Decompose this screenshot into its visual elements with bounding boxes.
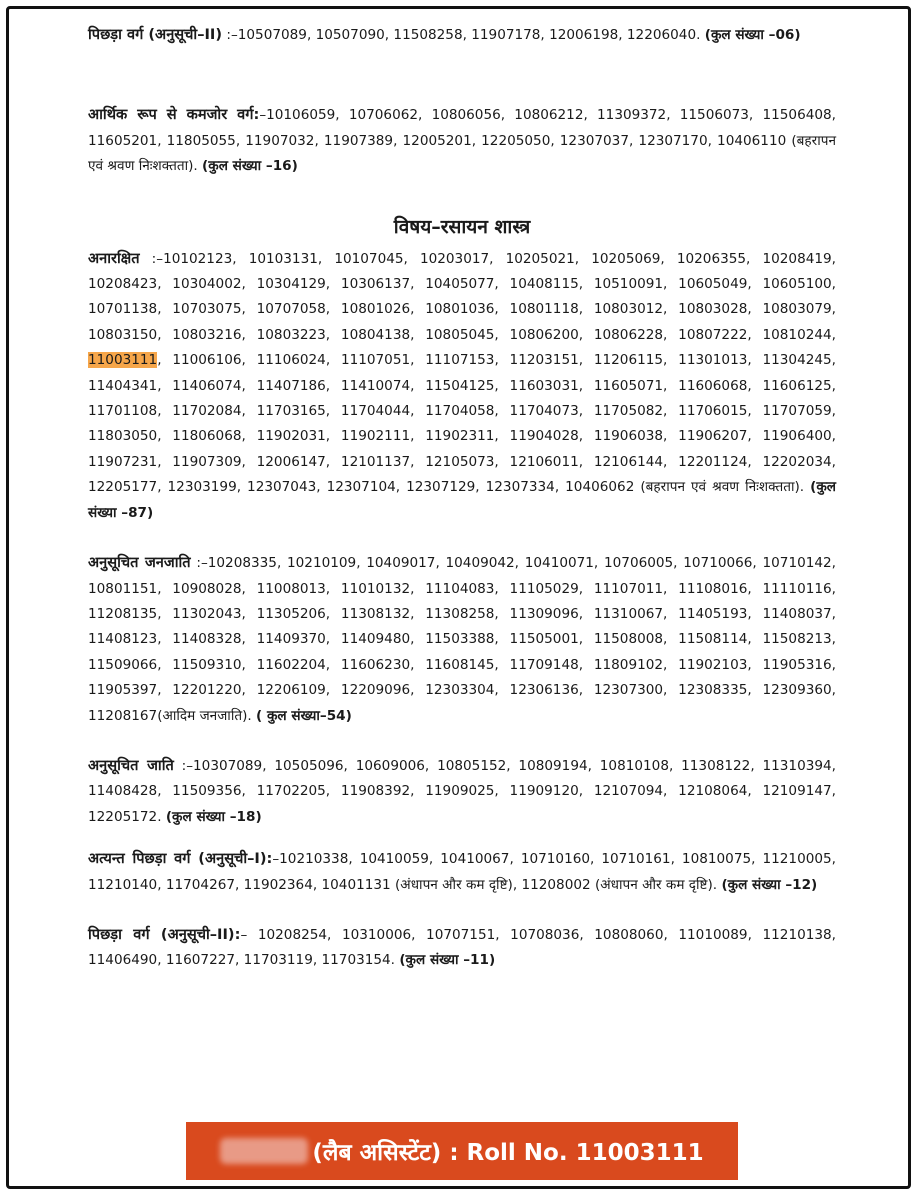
separator: – xyxy=(259,107,267,124)
category-heading: पिछड़ा वर्ग (अनुसूची–II) xyxy=(88,26,223,43)
category-heading: पिछड़ा वर्ग (अनुसूची–II): xyxy=(88,925,241,943)
category-backward-class-2 xyxy=(88,922,836,974)
roll-numbers: 10507089, 10507090, 11508258, 11907178, 12006198, 12206040. xyxy=(237,27,701,43)
roll-numbers: 10210338, 10410059, 10410067, 10710160, 10710161, 10810075, 11210005, 11210140, 11704267, 11902364, 10401131 (अंधापन और कम दृष्टि), 11208002 (अंधापन और कम दृष्टि). xyxy=(88,851,836,893)
category-total: (कुल संख्या –87) xyxy=(88,479,836,521)
subject-heading: विषय–रसायन शास्त्र xyxy=(393,215,531,238)
roll-numbers: , 11006106, 11106024, 11107051, 11107153, 11203151, 11206115, 11301013, 11304245, 11404341, 11406074, 11407186, 11410074, 11504125, 11603031, 11605071, 11606068, 11606125, 11701108, 11702084, 11703165, 11704044, 11704058, 11704073, 11705082, 11706015, 11707059, 11803050, 11806068, 11902031, 11902111, 11902311, 11904028, 11906038, 11906207, 11906400, 11907231, 11907309, 12006147, 12101137, 12105073, 12106011, 12106144, 12201124, 12202034, 12205177, 12303199, 12307043, 12307104, 12307129, 12307334, 10406062 (बहरापन एवं श्रवण निःशक्तता). xyxy=(88,352,836,496)
category-heading: अनारक्षित xyxy=(88,249,140,267)
category-extremely-backward-class xyxy=(88,846,836,898)
roll-number-banner xyxy=(186,1122,738,1180)
highlighted-roll-number: 11003111 xyxy=(88,352,158,369)
roll-numbers: 10307089, 10505096, 10609006, 10805152, 10809194, 10810108, 11308122, 11310394, 11408428, 11509356, 11702205, 11908392, 11909025, 11909120, 12107094, 12108064, 12109147, 12205172. xyxy=(88,757,836,825)
category-heading: आर्थिक रूप से कमजोर वर्ग: xyxy=(88,106,260,124)
category-total: ( कुल संख्या–54) xyxy=(256,707,352,724)
separator: – xyxy=(240,926,258,943)
category-scheduled-tribe xyxy=(88,550,836,729)
category-scheduled-caste xyxy=(88,753,836,830)
roll-numbers: 10102123, 10103131, 10107045, 10203017, 10205021, 10205069, 10206355, 10208419, 10208423, 10304002, 10304129, 10306137, 10405077, 10408115, 10510091, 10605049, 10605100, 10701138, 10703075, 10707058, 10801026, 10801036, 10801118, 10803012, 10803028, 10803079, 10803150, 10803216, 10803223, 10804138, 10805045, 10806200, 10806228, 10807222, 10810244, xyxy=(88,250,836,343)
category-backward-class-2-top xyxy=(88,22,836,48)
roll-numbers: 10208254, 10310006, 10707151, 10708036, 10808060, 11010089, 11210138, 11406490, 11607227, 11703119, 11703154. xyxy=(88,926,837,969)
category-heading: अत्यन्त पिछड़ा वर्ग (अनुसूची–I): xyxy=(88,850,273,868)
category-total: (कुल संख्या –12) xyxy=(721,876,818,893)
roll-numbers: 10208335, 10210109, 10409017, 10409042, 10410071, 10706005, 10710066, 10710142, 10801151, 10908028, 11008013, 11010132, 11104083, 11105029, 11107011, 11108016, 11110116, 11208135, 11302043, 11305206, 11308132, 11308258, 11309096, 11310067, 11405193, 11408037, 11408123, 11408328, 11409370, 11409480, 11503388, 11505001, 11508008, 11508114, 11508213, 11509066, 11509310, 11602204, 11606230, 11608145, 11709148, 11809102, 11902103, 11905316, 11905397, 12201220, 12206109, 12209096, 12303304, 12306136, 12307300, 12308335, 12309360, 11208167(आदिम जनजाति). xyxy=(88,555,837,724)
roll-numbers: 10106059, 10706062, 10806056, 10806212, 11309372, 11506073, 11506408, 11605201, 11805055, 11907032, 11907389, 12005201, 12205050, 12307037, 12307170, 10406110 (बहरापन एवं श्रवण निःशक्तता). xyxy=(88,107,836,175)
category-total: (कुल संख्या –16) xyxy=(202,158,298,175)
blurred-name xyxy=(220,1138,308,1164)
banner-text: (लैब असिस्टेंट) : Roll No. 11003111 xyxy=(312,1140,704,1166)
category-total: (कुल संख्या –06) xyxy=(704,27,801,43)
category-unreserved xyxy=(88,246,836,526)
separator: :– xyxy=(190,555,208,572)
separator: :– xyxy=(222,27,238,43)
category-total: (कुल संख्या –11) xyxy=(399,952,496,969)
separator: :– xyxy=(139,250,164,267)
category-total: (कुल संख्या –18) xyxy=(165,808,262,825)
separator: – xyxy=(272,851,280,868)
result-list xyxy=(88,22,836,974)
category-heading: अनुसूचित जाति xyxy=(88,756,174,774)
separator: :– xyxy=(173,757,194,774)
category-ews xyxy=(88,102,836,179)
category-heading: अनुसूचित जनजाति xyxy=(88,554,191,572)
